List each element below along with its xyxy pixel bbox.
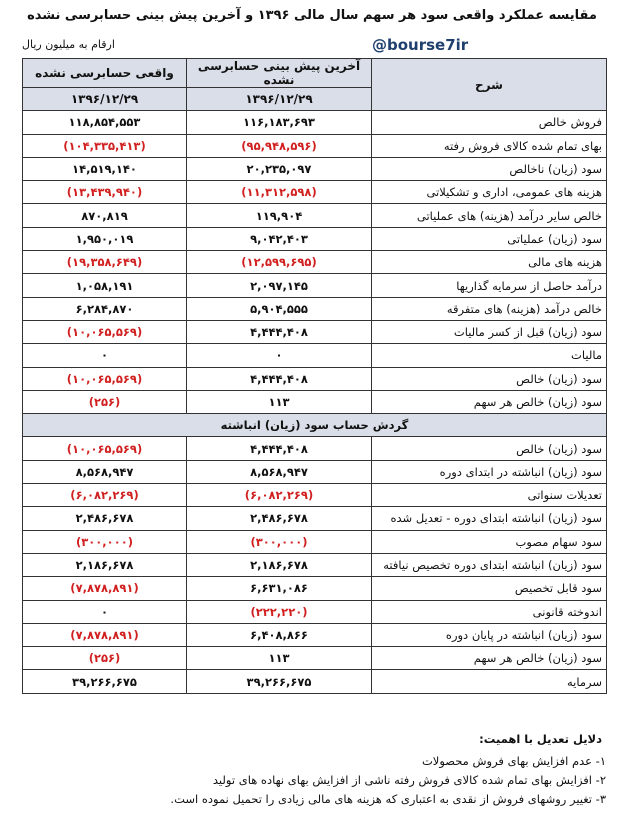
- notes-title: دلایل تعدیل با اهمیت:: [479, 732, 602, 746]
- forecast-value: ۵,۹۰۴,۵۵۵: [187, 297, 372, 320]
- row-label: هزینه های عمومی، اداری و تشکیلاتی: [372, 181, 607, 204]
- table-row: [23, 553, 607, 576]
- forecast-value: ۹,۰۴۲,۴۰۳: [187, 227, 372, 250]
- table-row: [23, 204, 607, 227]
- row-label: بهای تمام شده کالای فروش رفته: [372, 134, 607, 157]
- row-label: اندوخته قانونی: [372, 600, 607, 623]
- forecast-value: ۱۱۹,۹۰۴: [187, 204, 372, 227]
- actual-value: (۱۰,۰۶۵,۵۶۹): [23, 320, 187, 343]
- header-forecast-date: ۱۳۹۶/۱۲/۲۹: [187, 88, 372, 111]
- actual-value: ۰: [23, 600, 187, 623]
- actual-value: (۱۹,۳۵۸,۶۴۹): [23, 251, 187, 274]
- actual-value: ۱۱۸,۸۵۴,۵۵۳: [23, 111, 187, 134]
- actual-value: ۶,۲۸۴,۸۷۰: [23, 297, 187, 320]
- forecast-value: ۸,۵۶۸,۹۴۷: [187, 460, 372, 483]
- actual-value: ۱,۰۵۸,۱۹۱: [23, 274, 187, 297]
- header-label: شرح: [372, 59, 607, 111]
- note-item: ۳- تغییر روشهای فروش از نقدی به اعتباری که هزینه های مالی زیادی را تحمیل نموده است.: [170, 792, 606, 806]
- row-label: سود قابل تخصیص: [372, 577, 607, 600]
- table-row: [23, 157, 607, 180]
- forecast-value: (۹۵,۹۴۸,۵۹۶): [187, 134, 372, 157]
- forecast-value: ۲۰,۲۳۵,۰۹۷: [187, 157, 372, 180]
- table-row: [23, 484, 607, 507]
- table-row: [23, 134, 607, 157]
- table-row: [23, 227, 607, 250]
- row-label: خالص سایر درآمد (هزینه) های عملیاتی: [372, 204, 607, 227]
- table-row: [23, 577, 607, 600]
- table-row: [23, 623, 607, 646]
- actual-value: ۲,۴۸۶,۶۷۸: [23, 507, 187, 530]
- forecast-value: ۴,۴۴۴,۴۰۸: [187, 437, 372, 460]
- forecast-value: ۳۹,۲۶۶,۶۷۵: [187, 670, 372, 693]
- table-row: [23, 437, 607, 460]
- income-statement-rows: [23, 111, 607, 414]
- forecast-value: ۴,۴۴۴,۴۰۸: [187, 320, 372, 343]
- section-title: گردش حساب سود (زیان) انباشته: [23, 414, 607, 437]
- forecast-value: (۳۰۰,۰۰۰): [187, 530, 372, 553]
- forecast-value: ۴,۴۴۴,۴۰۸: [187, 367, 372, 390]
- table-row: [23, 507, 607, 530]
- forecast-value: ۱۱۶,۱۸۳,۶۹۳: [187, 111, 372, 134]
- table-row: [23, 600, 607, 623]
- row-label: سود (زیان) خالص: [372, 367, 607, 390]
- actual-value: (۲۵۶): [23, 647, 187, 670]
- actual-value: ۸۷۰,۸۱۹: [23, 204, 187, 227]
- actual-value: ۳۹,۲۶۶,۶۷۵: [23, 670, 187, 693]
- actual-value: (۲۵۶): [23, 390, 187, 413]
- table-row: [23, 181, 607, 204]
- row-label: سود (زیان) انباشته در پایان دوره: [372, 623, 607, 646]
- table-row: [23, 460, 607, 483]
- row-label: سود (زیان) خالص هر سهم: [372, 390, 607, 413]
- forecast-value: (۱۲,۵۹۹,۶۹۵): [187, 251, 372, 274]
- table-row: [23, 320, 607, 343]
- row-label: سود (زیان) خالص: [372, 437, 607, 460]
- header-forecast: آخرین پیش بینی حسابرسی نشده: [187, 59, 372, 88]
- actual-value: ۱۴,۵۱۹,۱۴۰: [23, 157, 187, 180]
- row-label: مالیات: [372, 344, 607, 367]
- actual-value: (۱۳,۴۳۹,۹۴۰): [23, 181, 187, 204]
- forecast-value: ۱۱۳: [187, 647, 372, 670]
- row-label: تعدیلات سنواتی: [372, 484, 607, 507]
- forecast-value: (۲۲۲,۲۲۰): [187, 600, 372, 623]
- forecast-value: ۲,۴۸۶,۶۷۸: [187, 507, 372, 530]
- actual-value: ۰: [23, 344, 187, 367]
- actual-value: ۸,۵۶۸,۹۴۷: [23, 460, 187, 483]
- row-label: سود (زیان) قبل از کسر مالیات: [372, 320, 607, 343]
- row-label: سود (زیان) انباشته در ابتدای دوره: [372, 460, 607, 483]
- table-row: [23, 274, 607, 297]
- note-item: ۲- افزایش بهای تمام شده کالای فروش رفته ناشی از افزایش بهای نهاده های تولید: [212, 773, 606, 787]
- forecast-value: ۶,۶۳۱,۰۸۶: [187, 577, 372, 600]
- row-label: درآمد حاصل از سرمایه گذاریها: [372, 274, 607, 297]
- actual-value: (۶,۰۸۲,۲۶۹): [23, 484, 187, 507]
- forecast-value: (۱۱,۳۱۲,۵۹۸): [187, 181, 372, 204]
- row-label: سود (زیان) انباشته ابتدای دوره - تعدیل شده: [372, 507, 607, 530]
- units-note: ارقام به میلیون ریال: [22, 38, 115, 51]
- row-label: سرمایه: [372, 670, 607, 693]
- forecast-value: ۲,۱۸۶,۶۷۸: [187, 553, 372, 576]
- comparison-table: [22, 58, 607, 694]
- row-label: سود سهام مصوب: [372, 530, 607, 553]
- actual-value: (۱۰,۰۶۵,۵۶۹): [23, 367, 187, 390]
- forecast-value: (۶,۰۸۲,۲۶۹): [187, 484, 372, 507]
- table-row: [23, 344, 607, 367]
- row-label: سود (زیان) عملیاتی: [372, 227, 607, 250]
- retained-earnings-rows: [23, 437, 607, 693]
- table-row: [23, 251, 607, 274]
- notes-section: [22, 732, 606, 811]
- channel-handle: @bourse7ir: [372, 36, 469, 54]
- actual-value: (۳۰۰,۰۰۰): [23, 530, 187, 553]
- actual-value: (۷,۸۷۸,۸۹۱): [23, 577, 187, 600]
- header-actual: واقعی حسابرسی نشده: [23, 59, 187, 88]
- row-label: هزینه های مالی: [372, 251, 607, 274]
- actual-value: ۱,۹۵۰,۰۱۹: [23, 227, 187, 250]
- header-actual-date: ۱۳۹۶/۱۲/۲۹: [23, 88, 187, 111]
- forecast-value: ۱۱۳: [187, 390, 372, 413]
- page-title: مقایسه عملکرد واقعی سود هر سهم سال مالی ۱۳۹۶ و آخرین پیش بینی حسابرسی نشده: [27, 8, 597, 23]
- table-row: [23, 530, 607, 553]
- table-row: [23, 647, 607, 670]
- row-label: خالص درآمد (هزینه) های متفرقه: [372, 297, 607, 320]
- row-label: سود (زیان) خالص هر سهم: [372, 647, 607, 670]
- actual-value: ۲,۱۸۶,۶۷۸: [23, 553, 187, 576]
- forecast-value: ۲,۰۹۷,۱۴۵: [187, 274, 372, 297]
- row-label: سود (زیان) ناخالص: [372, 157, 607, 180]
- table-row: [23, 670, 607, 693]
- table-row: [23, 111, 607, 134]
- actual-value: (۱۰,۰۶۵,۵۶۹): [23, 437, 187, 460]
- row-label: فروش خالص: [372, 111, 607, 134]
- row-label: سود (زیان) انباشته ابتدای دوره تخصیص نیافته: [372, 553, 607, 576]
- table-row: [23, 297, 607, 320]
- table-row: [23, 367, 607, 390]
- actual-value: (۷,۸۷۸,۸۹۱): [23, 623, 187, 646]
- forecast-value: ۰: [187, 344, 372, 367]
- forecast-value: ۶,۴۰۸,۸۶۶: [187, 623, 372, 646]
- table-row: [23, 390, 607, 413]
- note-item: ۱- عدم افزایش بهای فروش محصولات: [421, 754, 606, 768]
- actual-value: (۱۰۴,۳۳۵,۴۱۳): [23, 134, 187, 157]
